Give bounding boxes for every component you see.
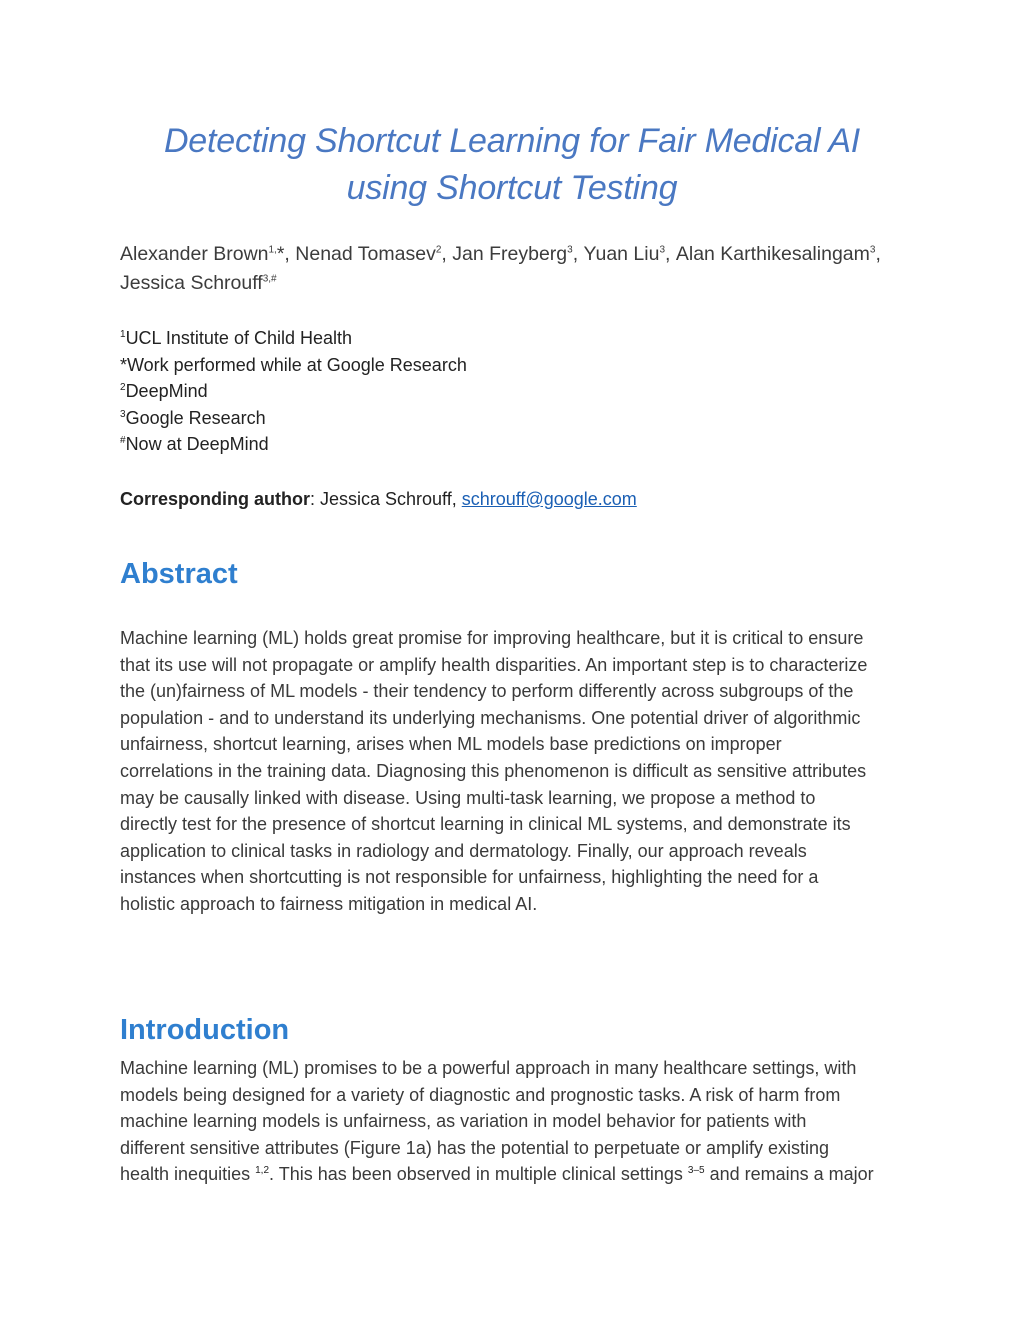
- affiliation: $^2$DeepMind: [120, 381, 208, 401]
- author: Jessica Schrouff$^{3,\#}$: [120, 272, 277, 294]
- introduction-text: [120, 1055, 912, 1188]
- text-line: different sensitive attributes (Figure 1a) has the potential to perpetuate or amplify existing: [120, 1137, 830, 1158]
- affiliation: $^1$UCL Institute of Child Health: [120, 328, 353, 348]
- text-line: application to clinical tasks in radiology and dermatology. Finally, our approach reveals: [120, 840, 807, 861]
- text-line: may be causally linked with disease. Using multi-task learning, we propose a method to: [120, 787, 816, 808]
- text-line: the (un)fairness of ML models - their tendency to perform differently across subgroups of the: [120, 681, 854, 702]
- text-line: instances when shortcutting is not responsible for unfairness, highlighting the need for a: [120, 867, 819, 888]
- text-line: models being designed for a variety of diagnostic and prognostic tasks. A risk of harm from: [120, 1084, 841, 1105]
- author: Alexander Brown$^{1,}$*,: [120, 243, 296, 265]
- citation-ref[interactable]: 3–5: [687, 1165, 705, 1177]
- affiliation-list: [120, 325, 467, 458]
- title-line-1: Detecting Shortcut Learning for Fair Medical AI: [163, 122, 861, 160]
- author: Nenad Tomasev$^2$,: [295, 243, 453, 265]
- abstract-heading: Abstract: [120, 558, 238, 590]
- text-line: directly test for the presence of shortcut learning in clinical ML systems, and demonstrate its: [120, 814, 851, 835]
- text-line: population - and to understand its underlying mechanisms. One potential driver of algorithmic: [120, 707, 861, 728]
- email-link[interactable]: schrouff@google.com: [461, 489, 637, 509]
- affiliation: $^3$Google Research: [120, 407, 266, 428]
- citation-ref[interactable]: 1,2: [255, 1165, 270, 1177]
- author: Jan Freyberg$^3$,: [452, 243, 584, 265]
- corresponding-author: Corresponding author: Jessica Schrouff, schrouff@google.com: [120, 489, 637, 509]
- affiliation: #Now at DeepMind: [120, 434, 269, 454]
- author-list: [120, 240, 910, 298]
- text-line: holistic approach to fairness mitigation in medical AI.: [120, 893, 538, 914]
- introduction-heading: Introduction: [120, 1014, 290, 1046]
- text-line: Machine learning (ML) holds great promise for improving healthcare, but it is critical to ensure: [120, 628, 864, 648]
- affiliation: *Work performed while at Google Research: [120, 354, 467, 375]
- text-line: unfairness, shortcut learning, arises when ML models base predictions on improper: [120, 734, 782, 755]
- paper-title: [120, 118, 904, 212]
- author: Alan Karthikesalingam$^3$,: [675, 243, 881, 265]
- text-line: health inequities $^{1,2}$. This has been observed in multiple clinical settings $^{3-5}$ and remains a major: [120, 1164, 874, 1185]
- author: Yuan Liu$^3$,: [583, 243, 676, 265]
- corresponding-label: Corresponding author: [120, 489, 310, 509]
- text-line: Machine learning (ML) promises to be a powerful approach in many healthcare settings, with: [120, 1058, 857, 1078]
- text-line: machine learning models is unfairness, as variation in model behavior for patients with: [120, 1111, 807, 1132]
- text-line: correlations in the training data. Diagnosing this phenomenon is difficult as sensitive attributes: [120, 760, 867, 781]
- title-line-2: using Shortcut Testing: [346, 169, 678, 207]
- text-line: that its use will not propagate or amplify health disparities. An important step is to characterize: [120, 654, 868, 675]
- abstract-text: [120, 625, 912, 918]
